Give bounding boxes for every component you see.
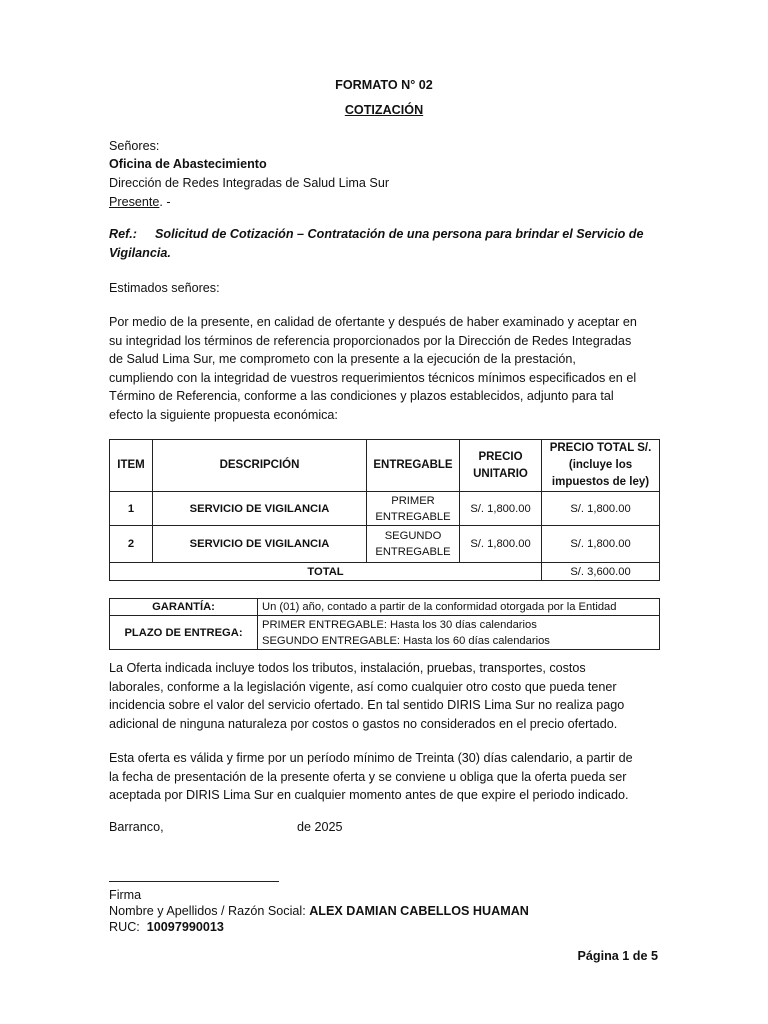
header-precio-unitario-line-1: PRECIO	[478, 450, 523, 463]
garantia-label: GARANTÍA:	[110, 599, 258, 616]
page-number: Página 1 de 5	[577, 949, 658, 963]
date-year: de 2025	[297, 820, 343, 834]
oferta-line: laborales, conforme a la legislación vigente, así como cualquier otro costo que pueda tener	[109, 679, 617, 694]
row-item: 2	[110, 526, 153, 563]
nombre-label: Nombre y Apellidos / Razón Social:	[109, 904, 306, 918]
ruc-line	[109, 918, 224, 937]
oferta-line: adicional de ninguna naturaleza por costos o gastos no considerados en el precio ofertado.	[109, 716, 618, 731]
intro-line: efecto la siguiente propuesta económica:	[109, 407, 338, 422]
firma-label: Firma	[109, 888, 142, 902]
header-precio-total-line-2: (incluye los	[568, 459, 633, 471]
garantia-row	[110, 599, 660, 616]
formato-title: FORMATO N° 02	[335, 78, 433, 92]
direccion-name: Dirección de Redes Integradas de Salud Lima Sur	[109, 176, 390, 190]
plazo-line-2: SEGUNDO ENTREGABLE: Hasta los 60 días calendarios	[262, 634, 550, 647]
validez-line: Esta oferta es válida y firme por un período mínimo de Treinta (30) días calendario, a partir de	[109, 751, 633, 765]
cotizacion-title: COTIZACIÓN	[344, 103, 424, 117]
row-entregable-line-2: ENTREGABLE	[375, 510, 451, 523]
signature-line	[109, 881, 279, 882]
row-item: 1	[110, 492, 153, 526]
ref-label: Ref.:	[109, 227, 137, 241]
quote-table	[109, 439, 660, 581]
header-precio-unitario	[460, 440, 542, 492]
office-name: Oficina de Abastecimiento	[109, 157, 267, 171]
header-precio-unitario-line-2: UNITARIO	[473, 467, 528, 480]
header-item: ITEM	[110, 440, 153, 492]
presente-word: Presente	[109, 195, 160, 209]
presente-line	[109, 193, 171, 212]
intro-paragraph	[109, 313, 658, 425]
plazo-label: PLAZO DE ENTREGA:	[110, 616, 258, 650]
ref-line-1: Solicitud de Cotización – Contratación de una persona para brindar el Servicio de	[155, 227, 644, 241]
header-precio-total-line-1: PRECIO TOTAL S/.	[549, 442, 652, 454]
row-entregable	[367, 492, 460, 526]
greeting: Estimados señores:	[109, 281, 220, 295]
row-precio-unitario: S/. 1,800.00	[460, 492, 542, 526]
header-precio-total	[542, 440, 660, 492]
table-row	[110, 492, 660, 526]
ruc-label: RUC:	[109, 920, 140, 934]
ruc-value: 10097990013	[146, 920, 224, 934]
validez-line: la fecha de presentación de la presente oferta y se conviene u obliga que la oferta pueda ser	[109, 769, 627, 784]
header-entregable: ENTREGABLE	[367, 440, 460, 492]
garantia-value: Un (01) año, contado a partir de la conformidad otorgada por la Entidad	[258, 599, 660, 616]
row-entregable	[367, 526, 460, 563]
presente-suffix: . -	[159, 195, 171, 209]
row-entregable-line-2: ENTREGABLE	[375, 546, 451, 558]
plazo-line-1: PRIMER ENTREGABLE: Hasta los 30 días calendarios	[262, 618, 537, 631]
oferta-line: La Oferta indicada incluye todos los tributos, instalación, pruebas, transportes, costos	[109, 661, 586, 675]
oferta-paragraph	[109, 659, 658, 733]
validez-line: aceptada por DIRIS Lima Sur en cualquier momento antes de que expire el periodo indicado.	[109, 788, 629, 803]
intro-line: Por medio de la presente, en calidad de ofertante y después de haber examinado y aceptar en	[109, 315, 637, 329]
row-entregable-line-1: PRIMER	[391, 494, 435, 507]
guarantee-table	[109, 598, 660, 650]
ref-line-2: Vigilancia.	[109, 246, 171, 260]
senores-label: Señores:	[109, 139, 160, 153]
plazo-row	[110, 616, 660, 650]
table-row	[110, 526, 660, 563]
quote-header-row	[110, 440, 660, 492]
intro-line: cumpliendo con la integridad de vuestros requerimientos técnicos mínimos especificados en el	[109, 370, 637, 385]
nombre-value: ALEX DAMIAN CABELLOS HUAMAN	[309, 904, 529, 918]
intro-line: de Salud Lima Sur, me comprometo con la presente a la ejecución de la prestación,	[109, 352, 576, 367]
intro-line: Término de Referencia, conforme a las condiciones y plazos establecidos, adjunto para tal	[109, 389, 614, 404]
total-label: TOTAL	[110, 563, 542, 581]
total-row	[110, 563, 660, 581]
row-descripcion: SERVICIO DE VIGILANCIA	[153, 492, 367, 526]
row-precio-unitario: S/. 1,800.00	[460, 526, 542, 563]
validez-paragraph	[109, 749, 658, 805]
plazo-value	[258, 616, 660, 650]
oferta-line: incidencia sobre el valor del servicio ofertado. En tal sentido DIRIS Lima Sur no realiza pago	[109, 698, 625, 713]
intro-line: su integridad los términos de referencia proporcionados por la Dirección de Redes Integradas	[109, 333, 632, 348]
row-descripcion: SERVICIO DE VIGILANCIA	[153, 526, 367, 563]
total-value: S/. 3,600.00	[542, 563, 660, 581]
row-precio-total: S/. 1,800.00	[542, 492, 660, 526]
date-place: Barranco,	[109, 820, 164, 834]
row-entregable-line-1: SEGUNDO	[384, 530, 442, 542]
header-precio-total-line-3: impuestos de ley)	[551, 476, 650, 488]
row-precio-total: S/. 1,800.00	[542, 526, 660, 563]
header-descripcion: DESCRIPCIÓN	[153, 440, 367, 492]
